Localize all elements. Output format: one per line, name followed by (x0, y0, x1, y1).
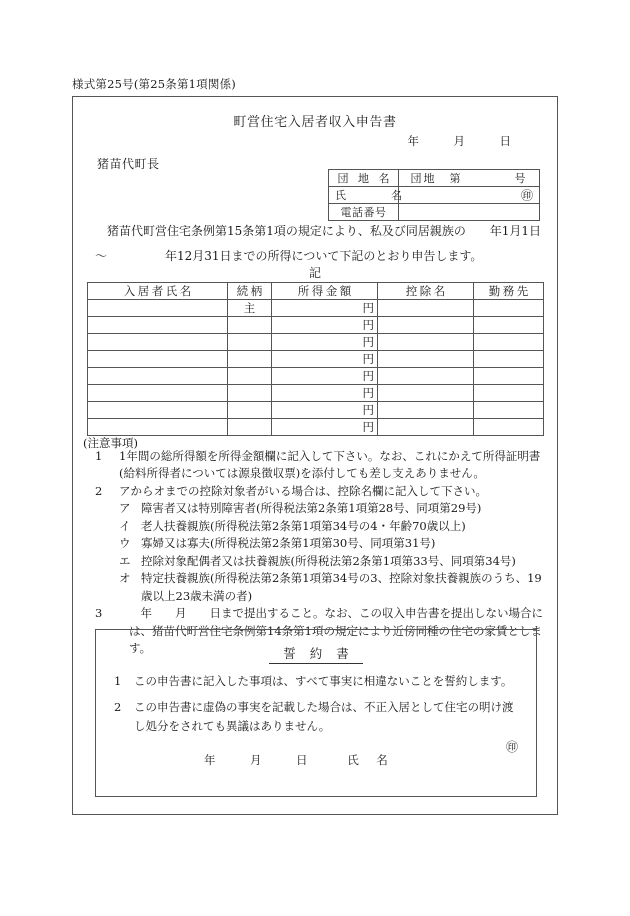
header-date-line: 年 月 日 (407, 134, 511, 148)
seal-icon: ㊞ (520, 188, 535, 203)
pledge-item-text: この申告書に虚偽の事実を記載した場合は、不正入居として住宅の明け渡し処分をされても異議はありません。 (134, 700, 514, 733)
cell-amount[interactable]: 円 (272, 351, 378, 368)
column-header-deduction: 控除名 (378, 283, 474, 300)
cell-deduction[interactable] (378, 419, 474, 436)
pledge-title (96, 644, 536, 664)
cell-rel[interactable] (228, 334, 272, 351)
cell-amount[interactable]: 円 (272, 368, 378, 385)
cell-rel[interactable] (228, 368, 272, 385)
table-row (88, 419, 544, 436)
column-header-relation: 続柄 (228, 283, 272, 300)
pledge-box (95, 629, 537, 797)
cell-amount[interactable]: 円 (272, 317, 378, 334)
note-sub-item-text: 障害者又は特別障害者(所得税法第2条第1項第28号、同項第29号) (141, 501, 482, 516)
note-sub-item-text: 老人扶養親族(所得税法第2条第1項第34号の4・年齢70歳以上) (141, 518, 466, 533)
table-row (88, 351, 544, 368)
table-row (88, 385, 544, 402)
cell-deduction[interactable] (378, 351, 474, 368)
info-label-danchi: 団 地 名 (329, 170, 399, 187)
cell-name[interactable] (88, 317, 228, 334)
pledge-name-label: 氏 名 (347, 753, 391, 767)
table-row (329, 170, 540, 187)
cell-deduction[interactable] (378, 317, 474, 334)
cell-rel[interactable] (228, 351, 272, 368)
cell-workplace[interactable] (474, 300, 544, 317)
cell-rel[interactable] (228, 402, 272, 419)
note-sub-item-mark: ア (119, 501, 131, 516)
cell-name[interactable] (88, 300, 228, 317)
income-table (87, 282, 544, 436)
column-header-amount: 所得金額 (272, 283, 378, 300)
table-row (88, 334, 544, 351)
note-item-1-number: 1 (95, 449, 103, 463)
note-sub-item-text: 控除対象配偶者又は扶養親族(所得税法第2条第1項第33号、同項第34号) (141, 553, 516, 568)
seal-icon: ㊞ (505, 740, 518, 754)
pledge-item (114, 672, 522, 690)
pledge-item-number: 2 (114, 700, 122, 715)
cell-workplace[interactable] (474, 402, 544, 419)
info-value-danchi-text: 団地 第 号 (410, 172, 528, 185)
note-sub-item-mark: ウ (119, 536, 131, 551)
table-row (88, 402, 544, 419)
cell-deduction[interactable] (378, 334, 474, 351)
note-item-2 (95, 483, 547, 500)
note-sub-item (119, 518, 547, 535)
table-row (88, 300, 544, 317)
statement-line-1-tail: 年1月1日 (489, 224, 541, 238)
notes-section (95, 448, 547, 658)
note-item-3-number: 3 (95, 606, 103, 621)
column-header-workplace: 勤務先 (474, 283, 544, 300)
cell-name[interactable] (88, 402, 228, 419)
pledge-item-text: この申告書に記入した事項は、すべて事実に相違ないことを誓約します。 (134, 674, 513, 688)
cell-amount[interactable]: 円 (272, 419, 378, 436)
info-value-danchi[interactable] (399, 170, 540, 187)
cell-name[interactable] (88, 351, 228, 368)
cell-deduction[interactable] (378, 402, 474, 419)
cell-amount[interactable]: 円 (272, 300, 378, 317)
pledge-signature-line[interactable] (318, 724, 518, 782)
info-label-phone: 電話番号 (329, 204, 399, 221)
statement-line-1-main: 猪苗代町営住宅条例第15条第1項の規定により、私及び同居親族の (107, 224, 466, 238)
note-item-1 (95, 448, 547, 483)
kiji-marker: 記 (308, 266, 321, 280)
note-sub-item (119, 500, 547, 517)
statement-line-1 (95, 219, 541, 244)
cell-workplace[interactable] (474, 334, 544, 351)
cell-workplace[interactable] (474, 368, 544, 385)
cell-name[interactable] (88, 385, 228, 402)
note-sub-item-mark: オ (119, 571, 131, 586)
pledge-date-line: 年 月 日 (204, 753, 308, 767)
cell-workplace[interactable] (474, 351, 544, 368)
cell-deduction[interactable] (378, 368, 474, 385)
note-item-3-text: 年 月 日まで提出すること。なお、この収入申告書を提出しない場合には、猪苗代町営住宅条例第14条第1項の規定により近傍同種の住宅の家賃とします。 (129, 606, 543, 656)
table-row (329, 187, 540, 204)
notes-heading: (注意事項) (83, 436, 138, 450)
addressee: 猪苗代町長 (97, 157, 160, 171)
pledge-item-number: 1 (114, 674, 122, 688)
cell-rel[interactable] (228, 317, 272, 334)
note-sub-item (119, 535, 547, 552)
statement-paragraph (95, 219, 541, 268)
note-sub-item-text: 特定扶養親族(所得税法第2条第1項第34号の3、控除対象扶養親族のうち、19歳以上23歳未満の者) (141, 571, 542, 603)
statement-line-2-main: 年12月31日までの所得について下記のとおり申告します。 (165, 248, 483, 263)
table-row (88, 368, 544, 385)
info-value-name[interactable] (399, 187, 540, 204)
note-sub-item-mark: イ (119, 518, 131, 533)
page-title: 町営住宅入居者収入申告書 (233, 115, 397, 130)
note-sub-item-mark: エ (119, 553, 131, 568)
cell-name[interactable] (88, 368, 228, 385)
info-value-phone[interactable] (399, 204, 540, 221)
note-sub-item (119, 570, 547, 605)
note-item-2-number: 2 (95, 483, 103, 498)
cell-name[interactable] (88, 334, 228, 351)
cell-workplace[interactable] (474, 419, 544, 436)
form-frame (72, 96, 558, 815)
cell-rel[interactable] (228, 419, 272, 436)
info-label-name: 氏 名 (329, 187, 399, 204)
column-header-name: 入居者氏名 (88, 283, 228, 300)
table-row (88, 317, 544, 334)
table-row (329, 204, 540, 221)
statement-tilde: 〜 (95, 248, 108, 263)
note-sub-list (119, 500, 547, 605)
cell-rel[interactable]: 主 (228, 300, 272, 317)
note-sub-item (119, 553, 547, 570)
cell-name[interactable] (88, 419, 228, 436)
income-table-header-row (88, 283, 544, 300)
cell-workplace[interactable] (474, 385, 544, 402)
cell-amount[interactable]: 円 (272, 402, 378, 419)
cell-amount[interactable]: 円 (272, 334, 378, 351)
cell-deduction[interactable] (378, 300, 474, 317)
cell-rel[interactable] (228, 385, 272, 402)
note-item-1-text: 1年間の総所得額を所得金額欄に記入して下さい。なお、これにかえて所得証明書(給料所得者については源泉徴収票)を添付しても差し支えありません。 (119, 449, 541, 481)
applicant-info-table (328, 169, 540, 221)
cell-workplace[interactable] (474, 317, 544, 334)
note-item-2-text: アからオまでの控除対象者がいる場合は、控除名欄に記入して下さい。 (119, 483, 487, 498)
form-number: 様式第25号(第25条第1項関係) (72, 77, 236, 91)
cell-amount[interactable]: 円 (272, 385, 378, 402)
pledge-title-text: 誓約書 (269, 644, 363, 664)
note-sub-item-text: 寡婦又は寡夫(所得税法第2条第1項第30号、同項第31号) (141, 536, 436, 551)
cell-deduction[interactable] (378, 385, 474, 402)
